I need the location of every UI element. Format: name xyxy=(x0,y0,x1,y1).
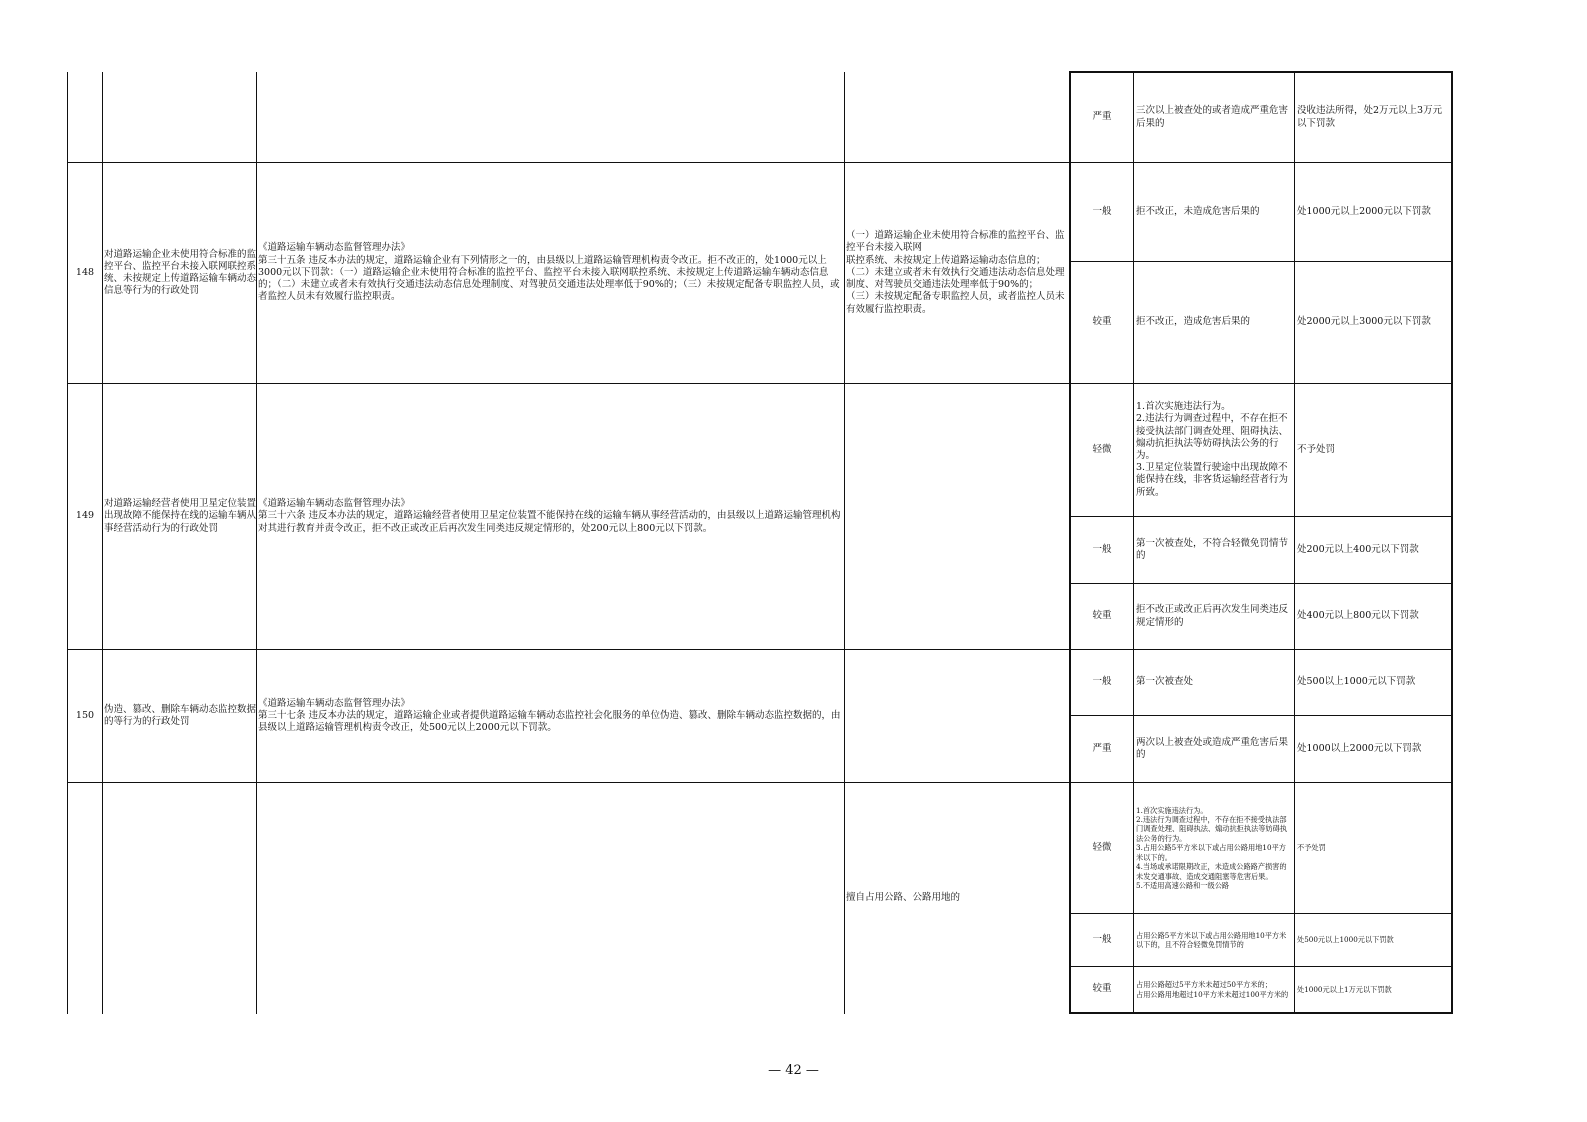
item-number: 149 xyxy=(75,510,95,522)
table-line xyxy=(844,72,845,1014)
item-number: 148 xyxy=(75,266,95,278)
level-cell: 轻微 xyxy=(1092,443,1112,455)
legal-basis: 《道路运输车辆动态监督管理办法》 第三十六条 违反本办法的规定，道路运输经营者使用卫星定位装置不能保持在线的运输车辆从事经营活动的，由县级以上道路运输管理机构对其进行教育并责令改正，拒不改正或改正后再次发生同类违反规定情形的，处200元以上800元以下罚款。 xyxy=(258,498,841,534)
legal-basis: 《道路运输车辆动态监督管理办法》 第三十五条 违反本办法的规定，道路运输企业有下列情形之一的，由县级以上道路运输管理机构责令改正。拒不改正的，处1000元以上3000元以下罚款：（一）道路运输企业未使用符合标准的监控平台、监控平台未接入联网联控系统、未按规定上传道路运输车辆动态信息的；（二）未建立或者未有效执行交通违法动态信息处理制度、对驾驶员交通违法处理率低于90%的；（三）未按规定配备专职监控人员，或者监控人员未有效履行监控职责。 xyxy=(258,242,840,303)
table-line xyxy=(1294,72,1295,1014)
level-cell: 轻微 xyxy=(1092,841,1112,853)
condition-cell: 拒不改正，造成危害后果的 xyxy=(1136,316,1251,328)
table-line xyxy=(1069,1012,1453,1014)
level-cell: 较重 xyxy=(1092,610,1112,622)
legal-basis: 《道路运输车辆动态监督管理办法》 第三十七条 违反本办法的规定，道路运输企业或者提供道路运输车辆动态监控社会化服务的单位伪造、篡改、删除车辆动态监控数据的，由县级以上道路运输管理机构责令改正，处500元以上2000元以下罚款。 xyxy=(258,697,841,734)
item-name: 对道路运输企业未使用符合标准的监控平台、监控平台未接入联网联控系统、未按规定上传道路运输车辆动态信息等行为的行政处罚 xyxy=(104,248,256,297)
condition-cell: 占用公路5平方米以下或占用公路用地10平方米以下的，且不符合轻微免罚情节的 xyxy=(1136,930,1287,949)
item-number: 150 xyxy=(75,709,95,721)
penalty-cell: 处2000元以上3000元以下罚款 xyxy=(1297,316,1431,328)
condition-cell: 1.首次实施违法行为。 2.违法行为调查过程中，不存在拒不接受执法部门调查处理、阻碍执法、煽动抗拒执法等妨碍执法公务的行为。 3.卫星定位装置行驶途中出现故障不能保持在线，非客货运输经营者行为所致。 xyxy=(1136,401,1289,498)
level-cell: 一般 xyxy=(1092,543,1112,555)
condition-cell: 拒不改正，未造成危害后果的 xyxy=(1136,205,1260,217)
level-cell: 一般 xyxy=(1092,205,1112,217)
table-line xyxy=(256,72,257,1014)
level-cell: 一般 xyxy=(1092,676,1112,688)
circumstance-cell xyxy=(846,650,1069,782)
item-name: 伪造、篡改、删除车辆动态监控数据的等行为的行政处罚 xyxy=(104,703,256,727)
level-cell: 较重 xyxy=(1092,316,1112,328)
condition-cell: 第一次被查处，不符合轻微免罚情节的 xyxy=(1136,537,1289,561)
level-cell: 一般 xyxy=(1092,933,1112,945)
table-line xyxy=(102,72,103,1014)
condition-cell: 占用公路超过5平方米未超过50平方米的； 占用公路用地超过10平方米未超过100平方米的 xyxy=(1136,980,1289,999)
penalty-cell: 处400元以上800元以下罚款 xyxy=(1297,610,1419,622)
penalty-cell: 没收违法所得，处2万元以上3万元以下罚款 xyxy=(1297,105,1443,129)
penalty-cell: 处500元以上1000元以下罚款 xyxy=(1297,935,1394,945)
penalty-cell: 处1000元以上2000元以下罚款 xyxy=(1297,205,1431,217)
level-cell: 较重 xyxy=(1092,983,1112,995)
level-cell: 严重 xyxy=(1092,111,1112,123)
circumstance-cell xyxy=(846,384,1069,649)
penalty-cell: 不予处罚 xyxy=(1297,443,1336,455)
penalty-cell: 处200元以上400元以下罚款 xyxy=(1297,543,1419,555)
circumstance-cell: 擅自占用公路、公路用地的 xyxy=(846,891,961,903)
table-line xyxy=(1133,72,1134,1014)
penalty-cell: 处500以上1000元以下罚款 xyxy=(1297,676,1416,688)
condition-cell: 两次以上被查处或造成严重危害后果的 xyxy=(1136,736,1289,760)
condition-cell: 三次以上被查处的或者造成严重危害后果的 xyxy=(1136,105,1289,129)
item-name: 对道路运输经营者使用卫星定位装置出现故障不能保持在线的运输车辆从事经营活动行为的行政处罚 xyxy=(104,498,256,534)
level-cell: 严重 xyxy=(1092,742,1112,754)
page-number: — 42 — xyxy=(768,1063,819,1078)
circumstance-cell: （一）道路运输企业未使用符合标准的监控平台、监控平台未接入联网 联控系统、未按规定上传道路运输动态信息的； （二）未建立或者未有效执行交通违法动态信息处理制度、对驾驶员交通违法处理率低于90%的； （三）未按规定配备专职监控人员，或者监控人员未有效履行监控职责。 xyxy=(846,230,1065,315)
penalty-cell: 处1000元以上1万元以下罚款 xyxy=(1297,984,1392,994)
penalty-cell: 处1000以上2000元以下罚款 xyxy=(1297,742,1422,754)
condition-cell: 拒不改正或改正后再次发生同类违反规定情形的 xyxy=(1136,604,1289,628)
condition-cell: 第一次被查处 xyxy=(1136,676,1194,688)
table-line xyxy=(1451,72,1453,1014)
condition-cell: 1.首次实施违法行为。 2.违法行为调查过程中，不存在拒不接受执法部门调查处理、阻碍执法、煽动抗拒执法等妨碍执法公务的行为。 3.占用公路5平方米以下或占用公路用地10平方米以下的。 4.当场或承诺限期改正，未造成公路路产损害的未发交通事故、造成交通阻塞等危害后果。 5.不适用高速公路和一级公路 xyxy=(1136,805,1287,890)
penalty-cell: 不予处罚 xyxy=(1297,843,1326,853)
